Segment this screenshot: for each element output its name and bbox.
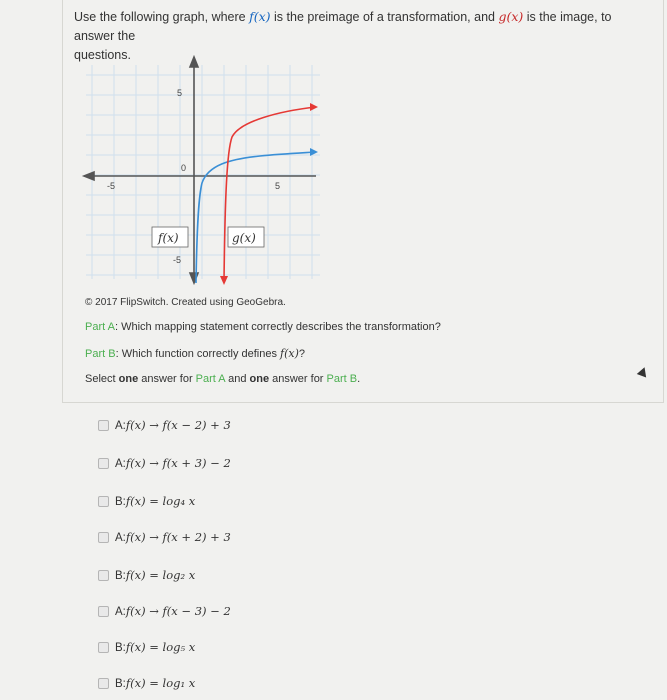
checkbox-icon[interactable]	[98, 606, 109, 617]
y-tick-label-5: 5	[177, 88, 183, 98]
option-math: f(x) → f(x + 2) + 3	[125, 530, 231, 544]
copyright-notice: © 2017 FlipSwitch. Created using GeoGebra.	[85, 297, 286, 308]
answer-option[interactable]	[98, 494, 195, 508]
option-math: f(x) → f(x + 3) − 2	[125, 456, 231, 470]
fx-notation: f(x)	[249, 9, 271, 24]
checkbox-icon[interactable]	[98, 458, 109, 469]
checkbox-icon[interactable]	[98, 420, 109, 431]
part-a-label: Part A	[85, 321, 115, 333]
part-b-text: : Which function correctly defines	[115, 348, 281, 360]
checkbox-icon[interactable]	[98, 678, 109, 689]
question-text-part: questions.	[74, 48, 131, 62]
checkbox-icon[interactable]	[98, 570, 109, 581]
instruction-bold: one	[249, 373, 270, 385]
gx-arrow	[310, 103, 318, 111]
option-math: f(x) = log₅ x	[125, 640, 196, 654]
transformation-graph	[80, 55, 324, 285]
part-b-end: ?	[298, 348, 306, 360]
instruction-part: answer for	[138, 373, 196, 385]
x-tick-label-5: 5	[275, 181, 281, 191]
question-text-part: is the preimage of a transformation, and	[270, 10, 499, 24]
option-math: f(x) = log₄ x	[125, 494, 196, 508]
option-label: B:	[115, 570, 126, 582]
instruction-part: and	[225, 373, 250, 385]
gx-label: g(x)	[232, 231, 256, 245]
instruction-text	[85, 373, 360, 385]
part-b-question	[85, 347, 305, 360]
gx-notation: g(x)	[498, 9, 524, 24]
option-label: A:	[115, 532, 126, 544]
answer-option[interactable]	[98, 676, 195, 690]
option-math: f(x) = log₁ x	[125, 676, 196, 690]
option-math: f(x) → f(x − 2) + 3	[125, 418, 231, 432]
option-label: B:	[115, 642, 126, 654]
gx-down-arrow	[220, 276, 228, 285]
checkbox-icon[interactable]	[98, 532, 109, 543]
instruction-part-b: Part B	[326, 373, 358, 385]
option-label: A:	[115, 606, 126, 618]
option-label: A:	[115, 458, 126, 470]
checkbox-icon[interactable]	[98, 642, 109, 653]
part-a-question	[85, 321, 441, 333]
instruction-bold: one	[118, 373, 139, 385]
answer-option[interactable]	[98, 530, 231, 544]
question-text-part: is the image, to answer the	[74, 10, 612, 43]
option-math: f(x) → f(x − 3) − 2	[125, 604, 231, 618]
origin-label: 0	[181, 163, 187, 173]
part-b-label: Part B	[85, 348, 116, 360]
checkbox-icon[interactable]	[98, 496, 109, 507]
y-tick-label-neg5: -5	[173, 255, 182, 265]
option-label: B:	[115, 678, 126, 690]
answer-option[interactable]	[98, 418, 231, 432]
option-math: f(x) = log₂ x	[125, 568, 196, 582]
instruction-part-a: Part A	[195, 373, 226, 385]
fx-curve	[196, 152, 316, 283]
part-b-fx: f(x)	[280, 347, 299, 360]
answer-option[interactable]	[98, 640, 195, 654]
answer-option[interactable]	[98, 568, 195, 582]
x-tick-label-neg5: -5	[107, 181, 116, 191]
fx-label: f(x)	[158, 231, 179, 245]
part-a-text: : Which mapping statement correctly describes the transformation?	[114, 321, 441, 333]
question-text-part: Use the following graph, where	[74, 10, 250, 24]
instruction-part: .	[357, 373, 361, 385]
option-label: A:	[115, 420, 126, 432]
answer-option[interactable]	[98, 604, 231, 618]
graph-grid	[86, 65, 320, 279]
graph-axes	[84, 57, 316, 283]
answer-option[interactable]	[98, 456, 231, 470]
instruction-part: Select	[85, 373, 119, 385]
option-label: B:	[115, 496, 126, 508]
instruction-part: answer for	[269, 373, 327, 385]
